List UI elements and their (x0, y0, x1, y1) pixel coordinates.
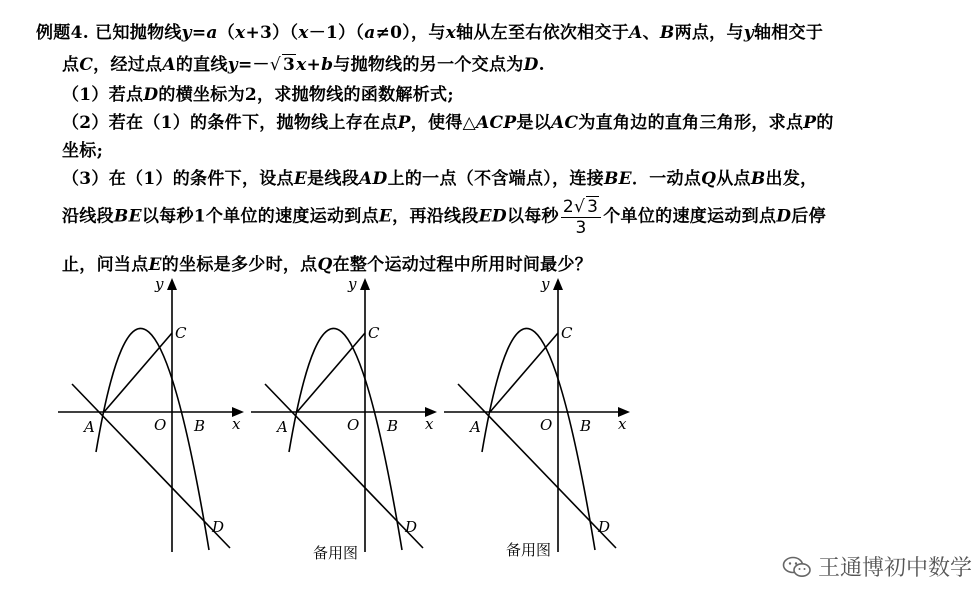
watermark (782, 551, 972, 582)
parabola-curve (482, 328, 595, 550)
label-b: B (194, 417, 206, 435)
line-ad (458, 384, 616, 548)
label-o: O (347, 416, 360, 434)
y-axis-arrow (167, 278, 177, 290)
problem-part-3-end: 止，问当点E的坐标是多少时，点Q在整个运动过程中所用时间最少？ (62, 255, 593, 275)
label-c: C (175, 324, 187, 342)
figure-caption: 备用图 (506, 541, 552, 559)
label-d: D (405, 518, 418, 536)
line-ad (72, 384, 230, 548)
problem-part-1: （1）若点D的横坐标为2，求抛物线的函数解析式; (62, 85, 454, 105)
parabola-figure (58, 275, 244, 552)
wechat-icon (782, 555, 812, 579)
line-ac (104, 333, 172, 412)
parabola-curve (96, 328, 209, 550)
label-y: y (541, 275, 550, 293)
parabola-curve (289, 328, 402, 550)
fraction-2sqrt3-over-3: $\frac{2√ 3}{3}$ (561, 196, 601, 238)
label-a: A (470, 418, 481, 436)
label-d: D (598, 518, 611, 536)
label-a: A (84, 418, 95, 436)
label-b: B (387, 417, 399, 435)
label-c: C (561, 324, 573, 342)
label-a: A (277, 418, 288, 436)
problem-part-3: （3）在（1）的条件下，设点E是线段AD上的一点（不含端点），连接BE．一动点Q从点B出发， (62, 169, 818, 189)
label-x: x (618, 415, 627, 433)
line-ad (265, 384, 423, 548)
y-axis-arrow (360, 278, 370, 290)
problem-line-1: 例题4. 已知抛物线y=a（x+3）（x－1）（a≠0），与x轴从左至右依次相交于A、B两点，与y轴相交于 (36, 23, 824, 43)
parabola-figure-backup-2 (444, 275, 630, 559)
label-y: y (155, 275, 164, 293)
line-ac (297, 333, 365, 412)
figure-caption: 备用图 (313, 544, 359, 562)
problem-part-2: （2）若在（1）的条件下，抛物线上存在点P，使得△ACP是以AC为直角边的直角三角形，求点P的 (62, 113, 834, 133)
problem-line-2: 点C，经过点A的直线y=－√ 3x+b与抛物线的另一个交点为D. (62, 55, 545, 75)
problem-text (0, 0, 980, 290)
label-o: O (154, 416, 167, 434)
problem-part-2-cont: 坐标; (62, 141, 104, 161)
label-o: O (540, 416, 553, 434)
problem-part-3-cont: 沿线段BE以每秒1个单位的速度运动到点E，再沿线段ED以每秒 $\frac{2√ 3}{3}$ 个单位的速度运动到点D后停 (62, 197, 826, 238)
y-axis-arrow (553, 278, 563, 290)
label-x: x (425, 415, 434, 433)
line-ac (490, 333, 558, 412)
label-d: D (212, 518, 225, 536)
label-y: y (348, 275, 357, 293)
label-b: B (580, 417, 592, 435)
watermark-text: 王通博初中数学 (817, 556, 972, 581)
label-c: C (368, 324, 380, 342)
problem-label: 例题4. (36, 23, 89, 43)
label-x: x (232, 415, 241, 433)
parabola-figure-backup-1 (251, 275, 437, 562)
